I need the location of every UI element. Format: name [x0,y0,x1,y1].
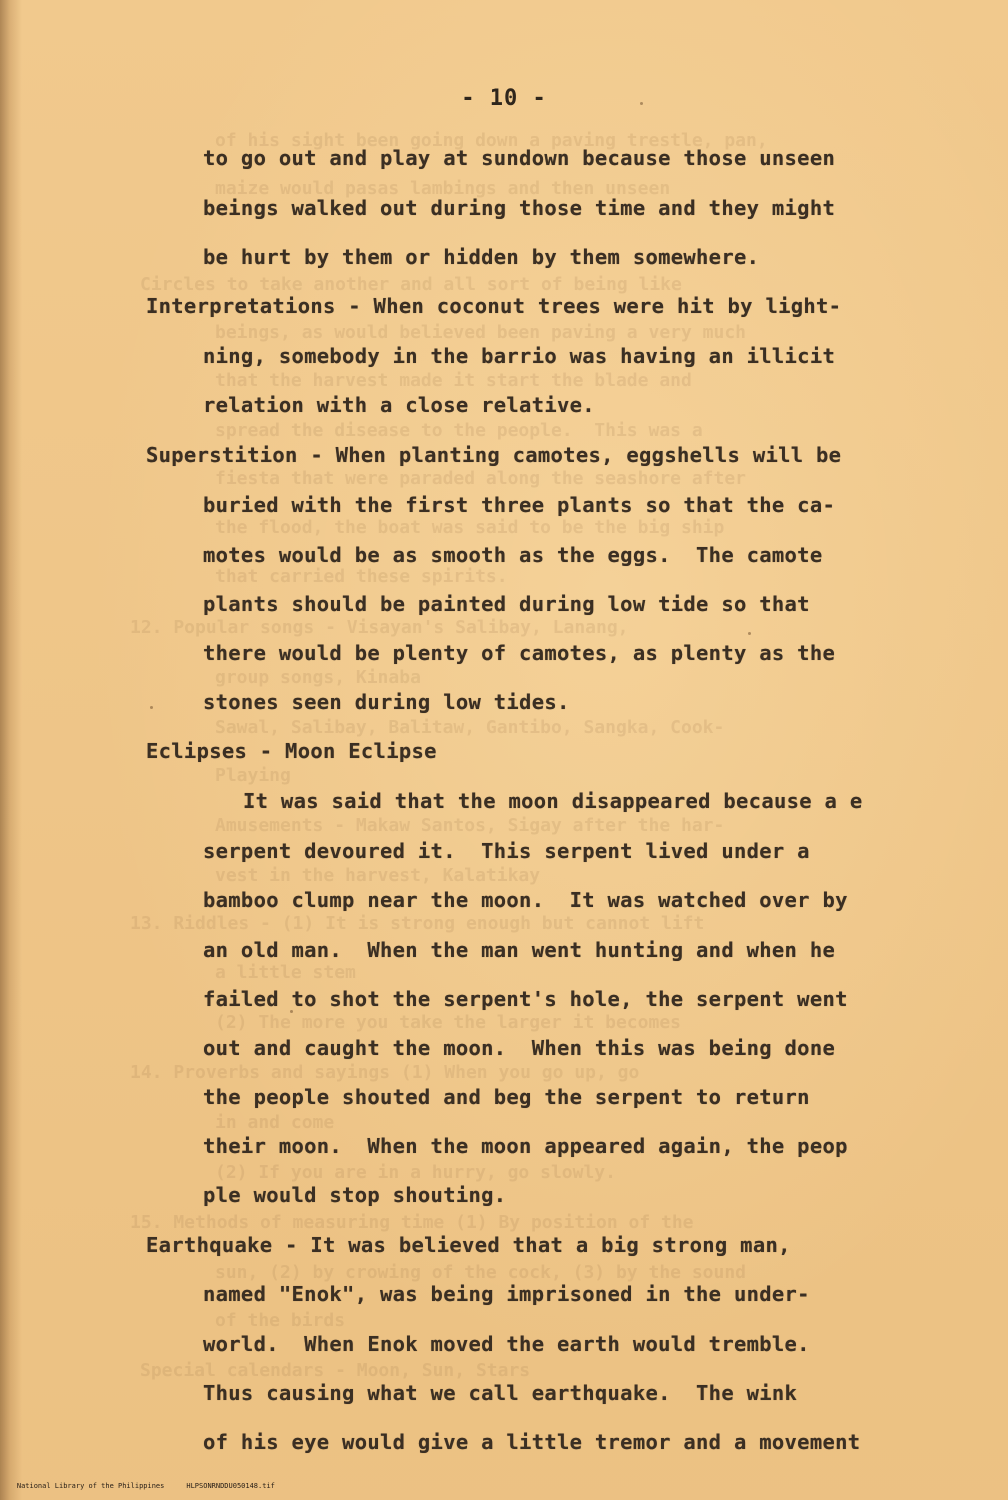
bleed-through-text: spread the disease to the people. This was a [215,420,703,441]
text-line: an old man. When the man went hunting and when he [203,938,836,962]
bleed-through-text: fiesta that were paraded along the seashore after [215,468,747,489]
bleed-through-text: Playing [215,765,291,786]
bleed-through-text: group songs, Kinaba [215,667,421,688]
text-line: out and caught the moon. When this was being done [203,1036,836,1060]
text-line: It was said that the moon disappeared because a e [243,789,863,813]
text-line: Thus causing what we call earthquake. The wink [203,1381,798,1405]
text-line: plants should be painted during low tide so that [203,592,810,616]
footer-library: National Library of the Philippines [16,1482,165,1490]
paper-speck [290,1010,293,1013]
text-line: named "Enok", was being imprisoned in the under- [203,1282,810,1306]
text-line: the people shouted and beg the serpent to return [203,1085,810,1109]
bleed-through-text: the flood, the boat was said to be the big ship [215,517,725,538]
bleed-through-text: 13. Riddles - (1) It is strong enough but cannot lift [130,913,705,934]
bleed-through-text: Circles to take another and all sort of being like [140,274,682,295]
text-line: Earthquake - It was believed that a big strong man, [146,1233,791,1257]
bleed-through-text: sun, (2) by crowing of the cock, (3) by the sound [215,1262,747,1283]
bleed-through-text: (2) If you are in a hurry, go slowly. [215,1162,616,1183]
bleed-through-text: maize would pasas lambings and then unseen [215,178,671,199]
text-line: Interpretations - When coconut trees were hit by light- [146,294,842,318]
text-line: Superstition - When planting camotes, eggshells will be [146,443,842,467]
bleed-through-text: of his sight been going down a paving trestle, pan, [215,130,768,151]
bleed-through-text: (2) The more you take the larger it becomes [215,1012,681,1033]
text-line: ple would stop shouting. [203,1183,507,1207]
text-line: beings walked out during those time and they might [203,196,836,220]
paper-speck [150,706,153,709]
bleed-through-text: Special calendars - Moon, Sun, Stars [140,1360,531,1381]
paper-speck [640,102,643,105]
page-number: - 10 - [461,86,547,111]
bleed-through-text: that carried these spirits. [215,566,508,587]
bleed-through-text: vest in the harvest, Kalatikay [215,865,541,886]
text-line: their moon. When the moon appeared again, the peop [203,1134,848,1158]
bleed-through-text: Sawal, Salibay, Balitaw, Gantibo, Sangka, Cook- [215,717,725,738]
text-line: there would be plenty of camotes, as plenty as the [203,641,836,665]
text-line: Eclipses - Moon Eclipse [146,739,437,763]
paper-speck [748,632,751,635]
footer-file: HLPSONRNDDU050148.tif [186,1482,275,1490]
text-line: buried with the first three plants so that the ca- [203,493,836,517]
text-line: ning, somebody in the barrio was having an illicit [203,344,836,368]
bleed-through-text: in and come [215,1112,335,1133]
text-line: stones seen during low tides. [203,690,570,714]
bleed-through-text: Amusements - Makaw Santos, Sigay after the har- [215,815,725,836]
text-line: of his eye would give a little tremor and a movement [203,1430,861,1454]
text-line: relation with a close relative. [203,393,595,417]
bleed-through-text: of the birds [215,1310,346,1331]
text-line: be hurt by them or hidden by them somewhere. [203,245,760,269]
bleed-through-text: 12. Popular songs - Visayan's Salibay, Lanang, [130,617,629,638]
text-line: bamboo clump near the moon. It was watched over by [203,888,848,912]
bleed-through-text: 15. Methods of measuring time (1) By position of the [130,1212,694,1233]
bleed-through-text: a little stem [215,962,356,983]
text-line: world. When Enok moved the earth would tremble. [203,1332,810,1356]
text-line: serpent devoured it. This serpent lived under a [203,839,810,863]
bleed-through-text: 14. Proverbs and sayings (1) When you go up, go [130,1062,640,1083]
scan-footer [0,1474,297,1498]
text-line: motes would be as smooth as the eggs. The camote [203,543,823,567]
bleed-through-text: beings, as would believed been paving a very much [215,322,747,343]
bleed-through-text: that the harvest made it start the blade and [215,370,692,391]
text-line: failed to shot the serpent's hole, the serpent went [203,987,848,1011]
text-line: to go out and play at sundown because those unseen [203,146,836,170]
